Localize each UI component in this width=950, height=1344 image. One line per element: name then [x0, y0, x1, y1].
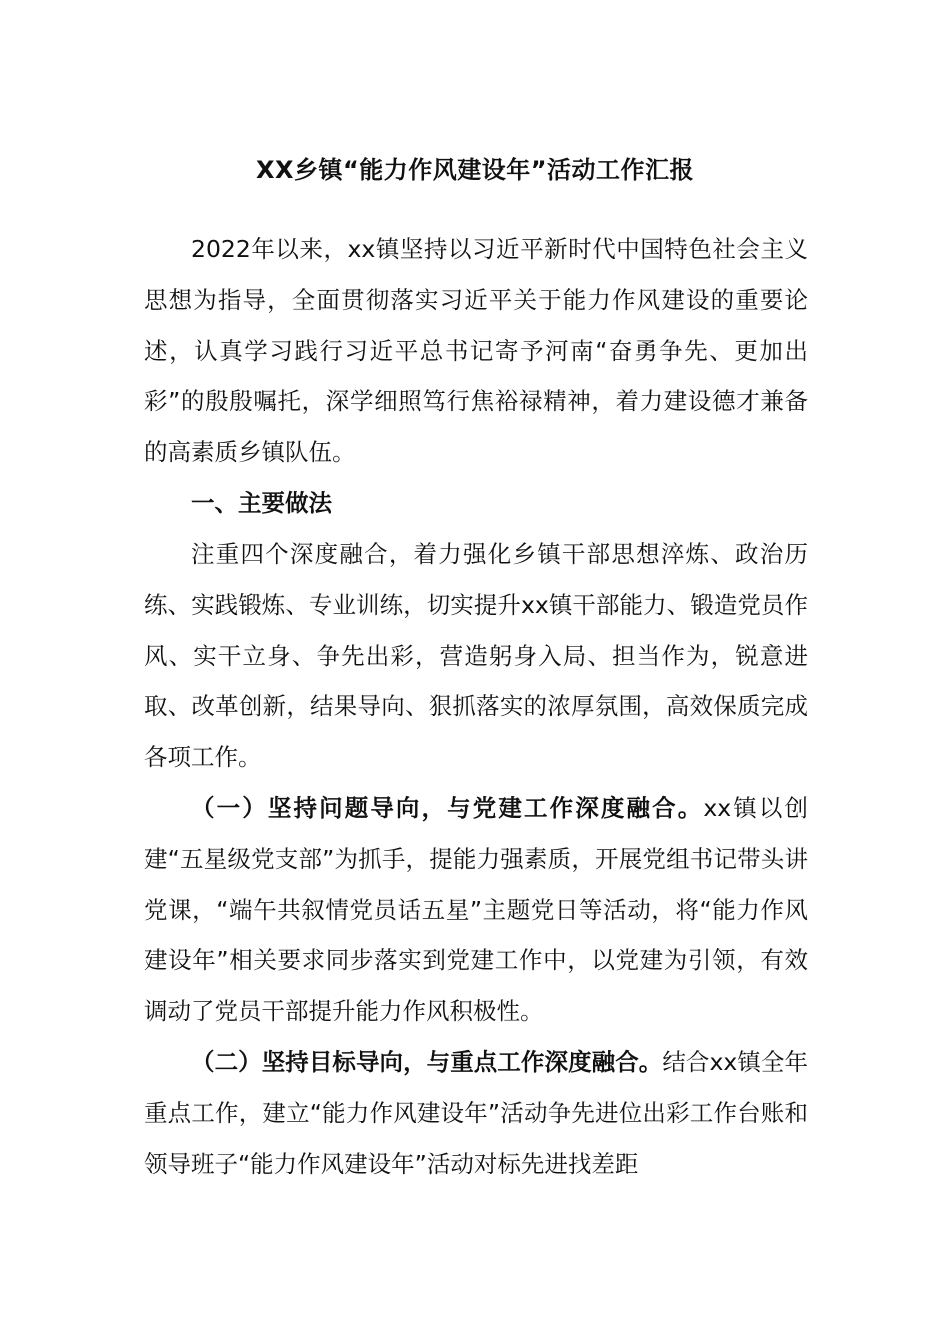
item-heading-problem-oriented: （一）坚持问题导向，与党建工作深度融合。 — [191, 794, 704, 822]
intro-paragraph: 2022年以来，xx镇坚持以习近平新时代中国特色社会主义思想为指导，全面贯彻落实习近平关于能力作风建设的重要论述，认真学习践行习近平总书记寄予河南“奋勇争先、更加出彩”的殷殷嘱托，深学细照笃行焦裕禄精神，着力建设德才兼备的高素质乡镇队伍。 — [144, 235, 808, 467]
item-heading-goal-oriented: （二）坚持目标导向，与重点工作深度融合。 — [191, 1048, 663, 1076]
section-heading-main-practices: 一、主要做法 — [191, 489, 332, 517]
item-paragraph-problem-oriented — [144, 783, 808, 1037]
section-paragraph-main-practices: 注重四个深度融合，着力强化乡镇干部思想淬炼、政治历练、实践锻炼、专业训练，切实提升xx镇干部能力、锻造党员作风、实干立身、争先出彩，营造躬身入局、担当作为，锐意进取、改革创新，结果导向、狠抓落实的浓厚氛围，高效保质完成各项工作。 — [144, 540, 808, 772]
item-text-problem-oriented: xx镇以创建“五星级党支部”为抓手，提能力强素质，开展党组书记带头讲党课，“端午共叙情党员话五星”主题党日等活动，将“能力作风建设年”相关要求同步落实到党建工作中，以党建为引领，有效调动了党员干部提升能力作风积极性。 — [144, 794, 808, 1026]
item-text-goal-oriented: 结合xx镇全年重点工作，建立“能力作风建设年”活动争先进位出彩工作台账和领导班子“能力作风建设年”活动对标先进找差距 — [144, 1048, 808, 1178]
document-title: XX乡镇“能力作风建设年”活动工作汇报 — [255, 156, 695, 184]
item-paragraph-goal-oriented — [144, 1037, 808, 1189]
